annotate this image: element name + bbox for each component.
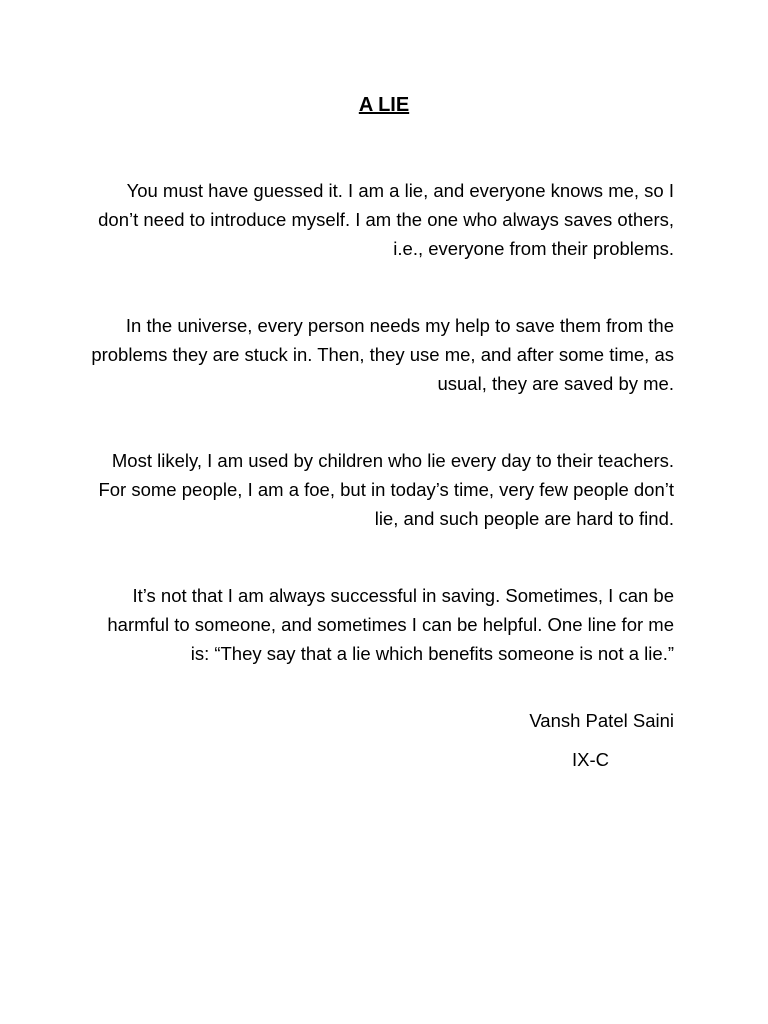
author-name: Vansh Patel Saini (529, 710, 674, 731)
paragraph-1: You must have guessed it. I am a lie, and everyone knows me, so I don’t need to introduce myself. I am the one who always saves others, i.e., everyone from their problems. (98, 180, 674, 259)
document-title: A LIE (358, 94, 410, 116)
author-class: IX-C (572, 749, 609, 770)
paragraph-3: Most likely, I am used by children who lie every day to their teachers. For some people, I am a foe, but in today’s time, very few people don’t lie, and such people are hard to find. (98, 450, 674, 529)
paragraph-4: It’s not that I am always successful in saving. Sometimes, I can be harmful to someone, and sometimes I can be helpful. One line for me is: “They say that a lie which benefits someone is not a lie.” (107, 585, 674, 664)
paragraph-2: In the universe, every person needs my help to save them from the problems they are stuck in. Then, they use me, and after some time, as usual, they are saved by me. (91, 315, 674, 394)
